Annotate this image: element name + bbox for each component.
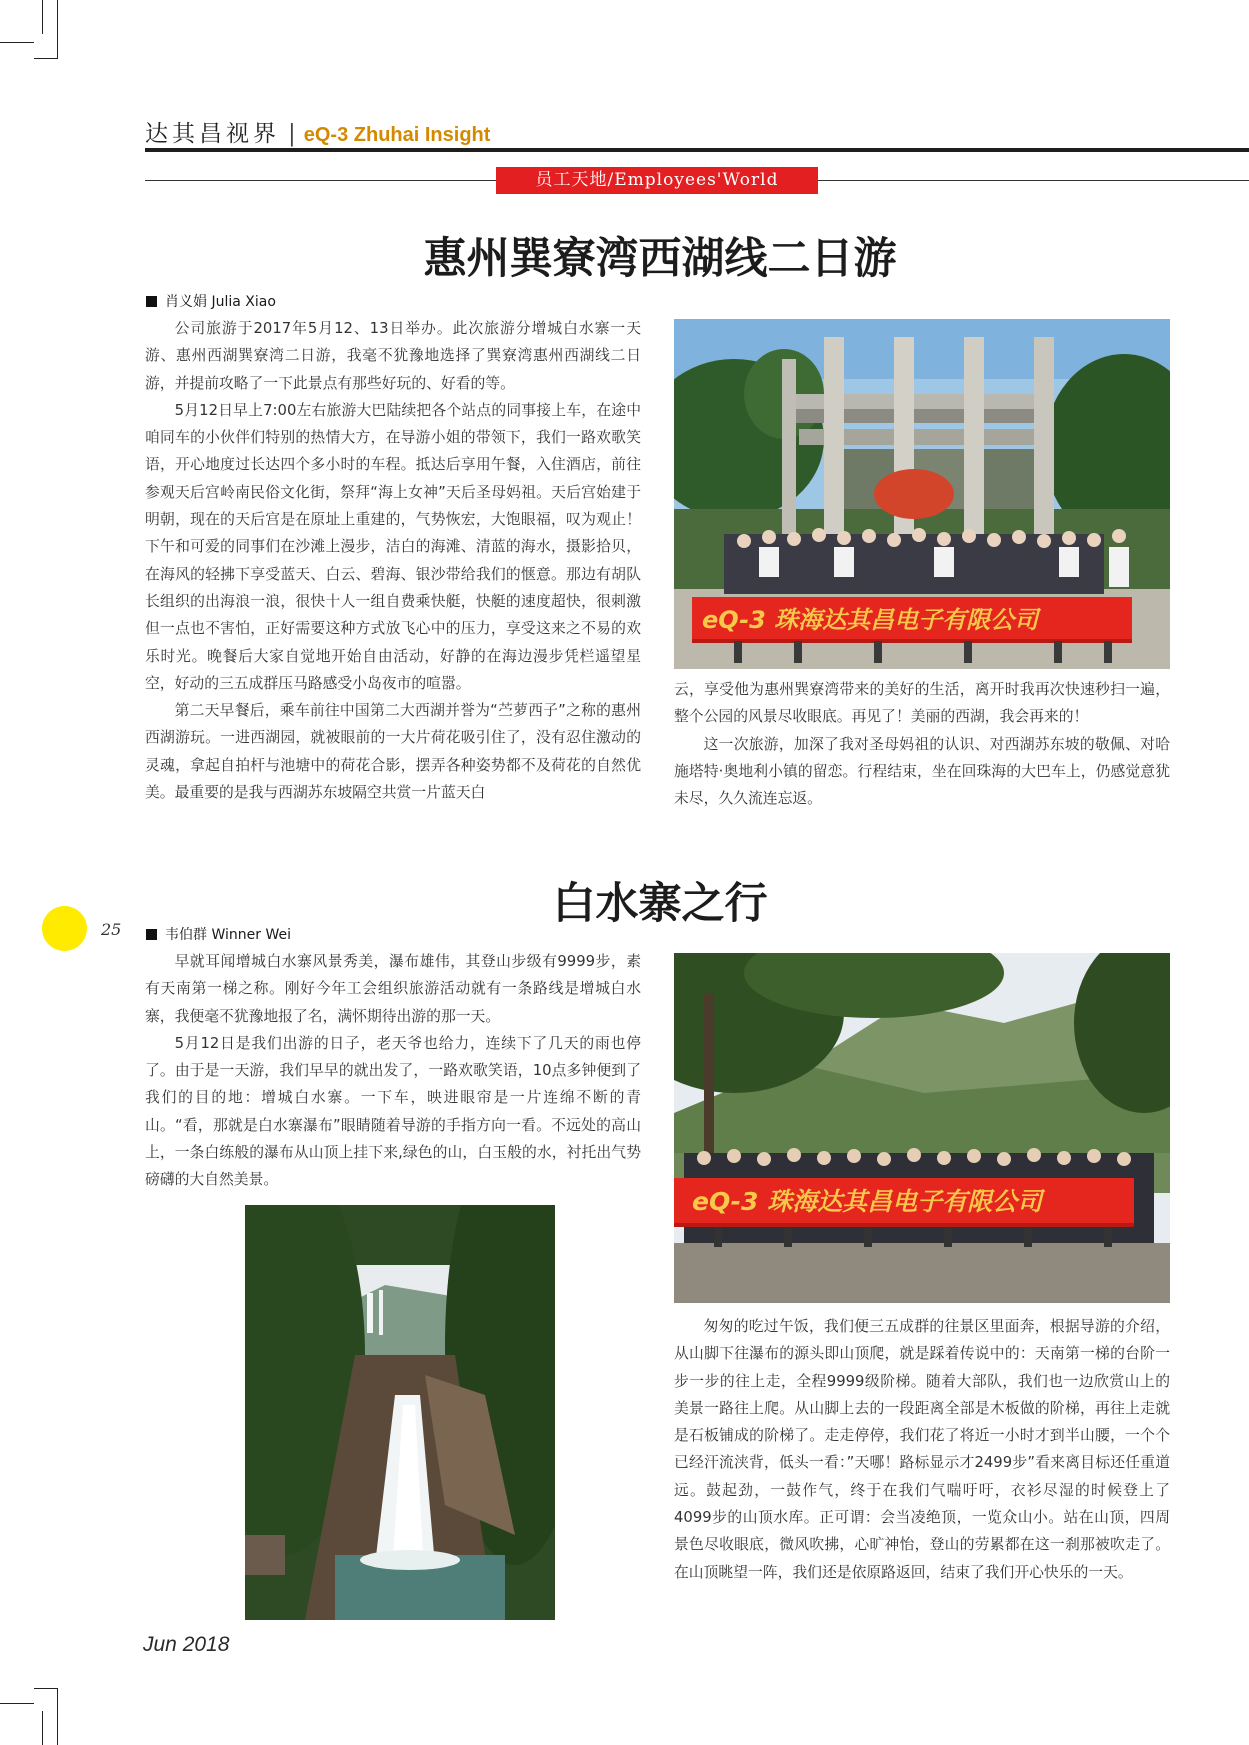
- crop-mark-bottom-h2: [34, 1688, 58, 1689]
- crop-mark-top-h: [0, 42, 34, 43]
- crop-mark-top: [42, 0, 43, 34]
- magazine-title-cn: 达其昌视界: [145, 121, 280, 147]
- archway-photo-graphic: [674, 319, 1170, 669]
- article1-paragraph: 云，享受他为惠州巽寮湾带来的美好的生活，离开时我再次快速秒扫一遍，整个公园的风景尽收眼底。再见了！美丽的西湖，我会再来的！: [674, 681, 1170, 726]
- magazine-header: [145, 115, 490, 148]
- article2-left-column: [145, 948, 641, 1194]
- waterfall-photo: [245, 1205, 555, 1620]
- crop-mark-top-v2: [57, 0, 58, 58]
- author-bullet: [146, 929, 157, 940]
- article1-left-column: [145, 315, 641, 806]
- article2-group-photo: [674, 953, 1170, 1303]
- photo2-banner-text: eQ-3 珠海达其昌电子有限公司: [692, 1187, 1043, 1216]
- article1-paragraph: 这一次旅游，加深了我对圣母妈祖的认识、对西湖苏东坡的敬佩、对哈施塔特·奥地利小镇的留恋。行程结束，坐在回珠海的大巴车上，仍感觉意犹未尽，久久流连忘返。: [674, 735, 1170, 808]
- article2-author: [146, 924, 291, 944]
- waterfall-photo-graphic: [245, 1205, 555, 1620]
- article2-right-column: [674, 1313, 1170, 1586]
- article1-paragraph: 5月12日早上7:00左右旅游大巴陆续把各个站点的同事接上车，在途中咱同车的小伙伴们特别的热情大方，在导游小姐的带领下，我们一路欢歌笑语，开心地度过长达四个多小时的车程。抵达后享用午餐，入住酒店，前往参观天后宫岭南民俗文化街，祭拜“海上女神”天后圣母妈祖。天后宫始建于明朝，现在的天后宫是在原址上重建的，气势恢宏，大饱眼福，叹为观止！下午和可爱的同事们在沙滩上漫步，洁白的海滩、清蓝的海水，摄影拾贝，在海风的轻拂下享受蓝天、白云、碧海、银沙带给我们的惬意。那边有胡队长组织的出海浪一浪，很快十人一组自费乘快艇，快艇的速度超快，很刺激但一点也不害怕，正好需要这种方式放飞心中的压力，享受这来之不易的欢乐时光。晚餐后大家自觉地开始自由活动，好静的在海边漫步凭栏遥望星空，好动的三五成群压马路感受小岛夜市的喧嚣。: [145, 401, 641, 692]
- article1-right-column: [674, 676, 1170, 812]
- section-banner: 员工天地/Employees'World: [496, 167, 818, 194]
- article1-title: 惠州巽寮湾西湖线二日游: [423, 234, 897, 284]
- page-marker-dot: [42, 906, 87, 951]
- header-separator: |: [288, 121, 296, 147]
- crop-mark-top-h2: [34, 58, 58, 59]
- article1-paragraph: 第二天早餐后，乘车前往中国第二大西湖并誉为“苎萝西子”之称的惠州西湖游玩。一进西湖园，就被眼前的一大片荷花吸引住了，没有忍住激动的灵魂，拿起自拍杆与池塘中的荷花合影，摆弄各种姿势都不及荷花的自然优美。最重要的是我与西湖苏东坡隔空共赏一片蓝天白: [145, 702, 641, 802]
- issue-date: Jun 2018: [143, 1633, 230, 1656]
- article2-paragraph: 5月12日是我们出游的日子，老天爷也给力，连续下了几天的雨也停了。由于是一天游，我们早早的就出发了，一路欢歌笑语，10点多钟便到了我们的目的地：增城白水寨。一下车，映进眼帘是一片连绵不断的青山。“看，那就是白水寨瀑布”眼睛随着导游的手指方向一看。不远处的高山上，一条白练般的瀑布从山顶上挂下来,绿色的山，白玉般的水，衬托出气势磅礴的大自然美景。: [145, 1034, 641, 1189]
- article2-paragraph: 早就耳闻增城白水寨风景秀美，瀑布雄伟，其登山步级有9999步，素有天南第一梯之称。刚好今年工会组织旅游活动就有一条路线是增城白水寨，我便毫不犹豫地报了名，满怀期待出游的那一天。: [145, 953, 641, 1025]
- article1-author: [146, 291, 276, 311]
- article2-title: 白水寨之行: [552, 879, 768, 929]
- article1-paragraph: 公司旅游于2017年5月12、13日举办。此次旅游分增城白水寨一天游、惠州西湖巽寮湾二日游，我毫不犹豫地选择了巽寮湾惠州西湖线二日游，并提前攻略了一下此景点有那些好玩的、好看的等。: [145, 320, 641, 392]
- article2-paragraph: 匆匆的吃过午饭，我们便三五成群的往景区里面奔，根据导游的介绍，从山脚下往瀑布的源头即山顶爬，就是踩着传说中的：天南第一梯的台阶一步一步的往上走，全程9999级阶梯。随着大部队，我们也一边欣赏山上的美景一路往上爬。从山脚上去的一段距离全部是木板做的阶梯，再往上走就是石板铺成的阶梯了。走走停停，我们花了将近一小时才到半山腰，一个个已经汗流浃背，低头一看：”天哪！路标显示才2499步”看来离目标还任重道远。鼓起劲，一鼓作气，终于在我们气喘吁吁，衣衫尽湿的时候登上了4099步的山顶水库。正可谓：会当凌绝顶，一览众山小。站在山顶，四周景色尽收眼底，微风吹拂，心旷神怡，登山的劳累都在这一刹那被吹走了。在山顶眺望一阵，我们还是依原路返回，结束了我们开心快乐的一天。: [674, 1318, 1170, 1581]
- article1-group-photo: [674, 319, 1170, 669]
- crop-mark-bottom-v2: [57, 1688, 58, 1745]
- crop-mark-bottom-h: [0, 1703, 34, 1704]
- magazine-title-en: eQ-3 Zhuhai Insight: [303, 124, 491, 146]
- header-rule-thick: [145, 148, 1249, 152]
- mountain-group-photo-graphic: [674, 953, 1170, 1303]
- page-number: 25: [101, 920, 122, 939]
- author-bullet: [146, 296, 157, 307]
- crop-mark-bottom: [42, 1711, 43, 1745]
- photo1-banner-text: eQ-3 珠海达其昌电子有限公司: [702, 606, 1039, 634]
- article2-author-name: 韦伯群 Winner Wei: [165, 927, 291, 943]
- article1-author-name: 肖义娟 Julia Xiao: [165, 294, 276, 310]
